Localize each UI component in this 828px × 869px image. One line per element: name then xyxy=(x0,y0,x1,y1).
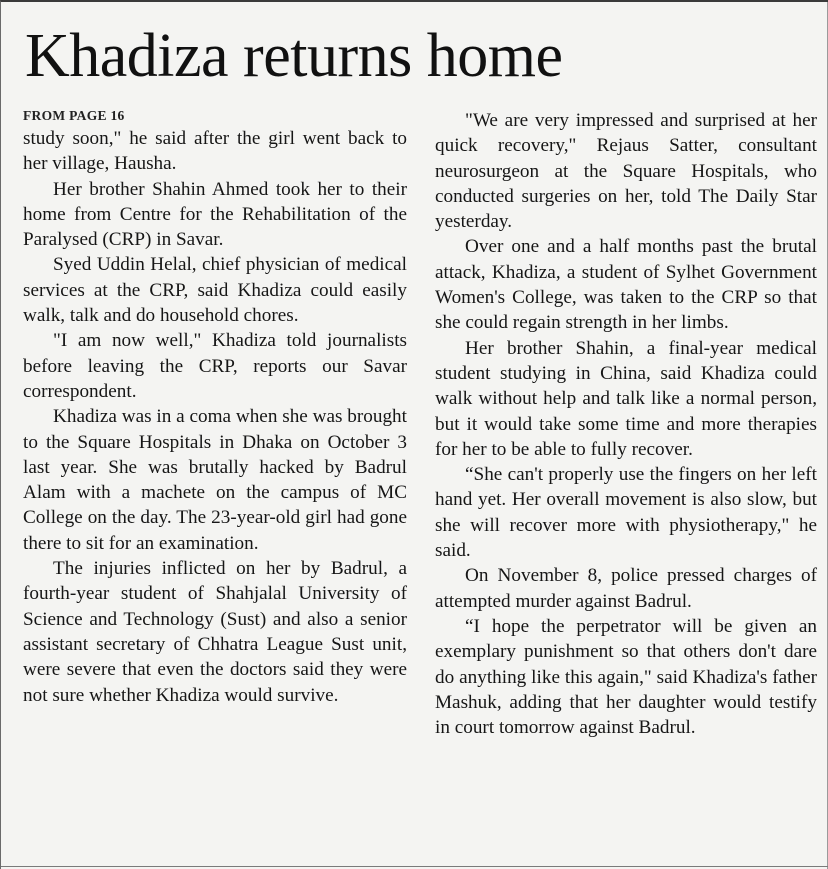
paragraph: "We are very impressed and surprised at her quick recovery," Rejaus Satter, consultant neurosurgeon at the Square Hospitals, who conducted surgeries on her, told The Daily Star yesterday. xyxy=(435,110,817,233)
continuation-kicker: FROM PAGE 16 xyxy=(23,108,125,123)
paragraph: “I hope the perpetrator will be given an exemplary punishment so that others don't dare do anything like this again," said Khadiza's father Mashuk, adding that her daughter would testify in court tomorrow against Badrul. xyxy=(435,615,817,739)
article-column-right xyxy=(435,108,817,740)
headline: Khadiza returns home xyxy=(25,22,563,90)
paragraph: Her brother Shahin Ahmed took her to their home from Centre for the Rehabilitation of the Paralysed (CRP) in Savar. xyxy=(23,178,407,251)
paragraph: study soon," he said after the girl went back to her village, Hausha. xyxy=(23,128,407,175)
article-column-left xyxy=(23,106,407,708)
paragraph: On November 8, police pressed charges of attempted murder against Badrul. xyxy=(435,565,817,612)
paragraph: Over one and a half months past the brutal attack, Khadiza, a student of Sylhet Government Women's College, was taken to the CRP so that she could regain strength in her limbs. xyxy=(435,236,817,334)
paragraph: Khadiza was in a coma when she was brought to the Square Hospitals in Dhaka on October 3 last year. She was brutally hacked by Badrul Alam with a machete on the campus of MC College on the day. The 23-year-old girl had gone there to sit for an examination. xyxy=(23,406,407,554)
paragraph: Syed Uddin Helal, chief physician of medical services at the CRP, said Khadiza could easily walk, talk and do household chores. xyxy=(23,254,407,327)
paragraph: The injuries inflicted on her by Badrul, a fourth-year student of Shahjalal University of Science and Technology (Sust) and also a senior assistant secretary of Chhatra League Sust unit, were severe that even the doctors said they were not sure whether Khadiza would survive. xyxy=(23,558,407,706)
clipping-bottom-rule xyxy=(1,866,828,867)
paragraph: “She can't properly use the fingers on her left hand yet. Her overall movement is also slow, but she will recover more with physiotherapy," he said. xyxy=(435,464,817,562)
paragraph: Her brother Shahin, a final-year medical student studying in China, said Khadiza could walk without help and talk like a normal person, but it would take some time and more therapies for her to be able to fully recover. xyxy=(435,337,817,460)
paragraph: "I am now well," Khadiza told journalists before leaving the CRP, reports our Savar correspondent. xyxy=(23,330,407,402)
